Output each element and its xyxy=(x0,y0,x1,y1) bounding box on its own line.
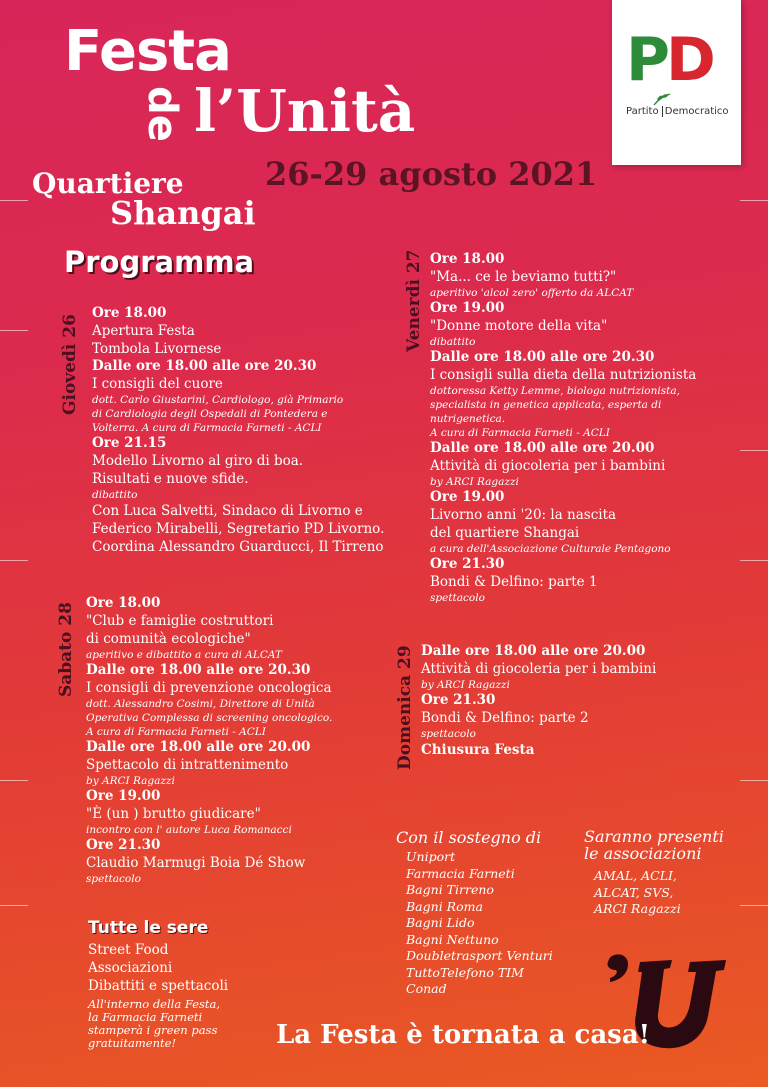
program-event: Bondi & Delfino: parte 2 xyxy=(421,710,589,726)
program-note: Operativa Complessa di screening oncologico. xyxy=(86,712,333,724)
program-time: Dalle ore 18.00 alle ore 20.30 xyxy=(86,662,311,678)
program-event: Federico Mirabelli, Segretario PD Livorno. xyxy=(92,521,385,537)
list-item: AMAL, ACLI, xyxy=(594,868,677,883)
program-event: Attività di giocoleria per i bambini xyxy=(430,458,666,474)
list-item: ALCAT, SVS, xyxy=(594,884,674,900)
tutte-le-sere-heading: Tutte le sere xyxy=(88,918,209,938)
day-label-sabato: Sabato 28 xyxy=(56,602,76,697)
program-event: Chiusura Festa xyxy=(421,742,535,758)
sostegno-list xyxy=(406,849,553,998)
title-unita: l’Unità xyxy=(194,77,416,145)
program-note: dott. Alessandro Cosimi, Direttore di Unità xyxy=(86,698,315,710)
program-note: spettacolo xyxy=(430,592,485,604)
program-note: dottoressa Ketty Lemme, biologa nutrizionista, xyxy=(430,385,680,397)
sponsor-item: Farmacia Farneti xyxy=(406,865,515,881)
note-line: All'interno della Festa, xyxy=(88,997,221,1011)
program-event: Risultati e nuove sfide. xyxy=(92,471,249,487)
program-time: Ore 21.30 xyxy=(430,556,505,572)
edge-tick xyxy=(0,905,28,906)
edge-tick xyxy=(740,200,768,201)
sponsor-item: Bagni Tirreno xyxy=(406,882,494,897)
note-line: gratuitamente! xyxy=(88,1036,177,1050)
sostegno-heading: Con il sostegno di xyxy=(396,828,542,847)
note-line: stamperà i green pass xyxy=(88,1023,218,1037)
program-time: Dalle ore 18.00 alle ore 20.00 xyxy=(86,739,311,755)
title-quartiere: Quartiere xyxy=(32,167,184,200)
program-event: Coordina Alessandro Guarducci, Il Tirreno xyxy=(92,539,384,555)
day-label-domenica: Domenica 29 xyxy=(395,645,415,770)
program-sabato xyxy=(86,595,332,886)
edge-tick xyxy=(0,560,28,561)
program-time: Ore 18.00 xyxy=(86,595,161,611)
pd-logo-letters xyxy=(626,25,712,95)
pd-logo-subtitle xyxy=(626,106,729,117)
program-giovedi xyxy=(92,305,384,556)
program-note: incontro con l' autore Luca Romanacci xyxy=(86,824,292,836)
pd-logo-sub-right: Democratico xyxy=(662,106,729,117)
day-label-giovedi: Giovedì 26 xyxy=(60,314,80,415)
tutte-le-sere-list xyxy=(88,941,228,995)
saranno-heading-line: Saranno presenti xyxy=(584,827,724,846)
program-note: spettacolo xyxy=(421,728,476,740)
sponsor-item: Doubletrasport Venturi xyxy=(406,948,553,963)
program-event: del quartiere Shangai xyxy=(430,525,580,541)
program-event: Tombola Livornese xyxy=(92,341,222,357)
olive-branch-icon xyxy=(652,92,672,106)
program-time: Dalle ore 18.00 alle ore 20.30 xyxy=(430,349,655,365)
program-event: Spettacolo di intrattenimento xyxy=(86,757,289,773)
program-event: "Ma... ce le beviamo tutti?" xyxy=(430,269,617,285)
saranno-heading-line: le associazioni xyxy=(584,844,702,863)
program-event: I consigli del cuore xyxy=(92,376,223,392)
program-event: Bondi & Delfino: parte 1 xyxy=(430,574,598,590)
pd-logo-sub-left: Partito xyxy=(626,106,659,117)
program-note: nutrigenetica. xyxy=(430,413,506,425)
note-line: la Farmacia Farneti xyxy=(88,1010,203,1024)
program-time: Dalle ore 18.00 alle ore 20.30 xyxy=(92,358,317,374)
program-event: Claudio Marmugi Boia Dé Show xyxy=(86,855,306,871)
program-note: di Cardiologia degli Ospedali di Pontedera e xyxy=(92,408,328,420)
program-note: A cura di Farmacia Farneti - ACLI xyxy=(86,726,266,738)
program-venerdi xyxy=(430,251,696,605)
program-time: Ore 19.00 xyxy=(86,788,161,804)
edge-tick xyxy=(0,200,28,201)
slogan: La Festa è tornata a casa! xyxy=(276,1020,651,1050)
sponsor-item: Uniport xyxy=(406,849,456,864)
program-note: dott. Carlo Giustarini, Cardiologo, già Primario xyxy=(92,394,344,406)
program-event: Con Luca Salvetti, Sindaco di Livorno e xyxy=(92,503,363,519)
program-time: Ore 21.15 xyxy=(92,435,167,451)
program-event: di comunità ecologiche" xyxy=(86,631,251,647)
program-event: Modello Livorno al giro di boa. xyxy=(92,453,304,469)
program-note: dibattito xyxy=(430,336,476,348)
program-event: "È (un ) brutto giudicare" xyxy=(86,806,261,822)
pd-logo xyxy=(612,0,741,165)
program-event: "Club e famiglie costruttori xyxy=(86,613,274,629)
program-note: aperitivo 'alcol zero' offerto da ALCAT xyxy=(430,287,634,299)
title-festa: Festa xyxy=(64,19,231,84)
program-note: A cura di Farmacia Farneti - ACLI xyxy=(430,427,610,439)
edge-tick xyxy=(740,905,768,906)
program-time: Ore 19.00 xyxy=(430,300,505,316)
saranno-list xyxy=(594,868,681,918)
program-note: aperitivo e dibattito a cura di ALCAT xyxy=(86,649,282,661)
pd-logo-d: D xyxy=(665,25,712,95)
program-event: Livorno anni '20: la nascita xyxy=(430,507,617,523)
edge-tick xyxy=(0,330,28,331)
green-pass-note xyxy=(88,998,220,1050)
sponsor-item: Conad xyxy=(406,981,447,996)
program-note: a cura dell'Associazione Culturale Pentagono xyxy=(430,543,671,555)
program-time: Ore 21.30 xyxy=(86,837,161,853)
program-time: Ore 19.00 xyxy=(430,489,505,505)
program-note: by ARCI Ragazzi xyxy=(86,775,175,787)
program-event: Attività di giocoleria per i bambini xyxy=(421,661,657,677)
edge-tick xyxy=(740,450,768,451)
program-time: Ore 21.30 xyxy=(421,692,496,708)
sponsor-item: Bagni Roma xyxy=(406,898,483,914)
sponsor-item: Bagni Nettuno xyxy=(406,931,499,947)
program-note: by ARCI Ragazzi xyxy=(430,476,519,488)
program-time: Dalle ore 18.00 alle ore 20.00 xyxy=(430,440,655,456)
program-event: "Donne motore della vita" xyxy=(430,318,608,334)
program-time: Dalle ore 18.00 alle ore 20.00 xyxy=(421,643,646,659)
list-item: Associazioni xyxy=(88,960,173,976)
saranno-heading xyxy=(584,828,724,862)
program-event: I consigli di prevenzione oncologica xyxy=(86,680,332,696)
program-domenica xyxy=(421,643,656,759)
program-time: Ore 18.00 xyxy=(92,305,167,321)
program-note: specialista in genetica applicata, esperta di xyxy=(430,399,662,411)
list-item: ARCI Ragazzi xyxy=(594,901,681,916)
title-de: de xyxy=(138,86,185,142)
program-note: spettacolo xyxy=(86,873,141,885)
edge-tick xyxy=(740,560,768,561)
list-item: Street Food xyxy=(88,942,169,958)
program-event: Apertura Festa xyxy=(92,323,195,339)
program-note: dibattito xyxy=(92,489,138,501)
edge-tick xyxy=(0,780,28,781)
day-label-venerdi: Venerdì 27 xyxy=(404,249,424,352)
program-note: by ARCI Ragazzi xyxy=(421,679,510,691)
edge-tick xyxy=(740,780,768,781)
list-item: Dibattiti e spettacoli xyxy=(88,978,229,994)
event-date: 26-29 agosto 2021 xyxy=(265,155,598,193)
sponsor-item: TuttoTelefono TIM xyxy=(406,964,524,980)
program-event: I consigli sulla dieta della nutrizionista xyxy=(430,367,697,383)
program-note: Volterra. A cura di Farmacia Farneti - ACLI xyxy=(92,422,322,434)
program-time: Ore 18.00 xyxy=(430,251,505,267)
pd-logo-p: P xyxy=(626,25,666,95)
sponsor-item: Bagni Lido xyxy=(406,915,475,930)
title-shangai: Shangai xyxy=(110,194,256,232)
programma-heading: Programma xyxy=(64,245,255,279)
